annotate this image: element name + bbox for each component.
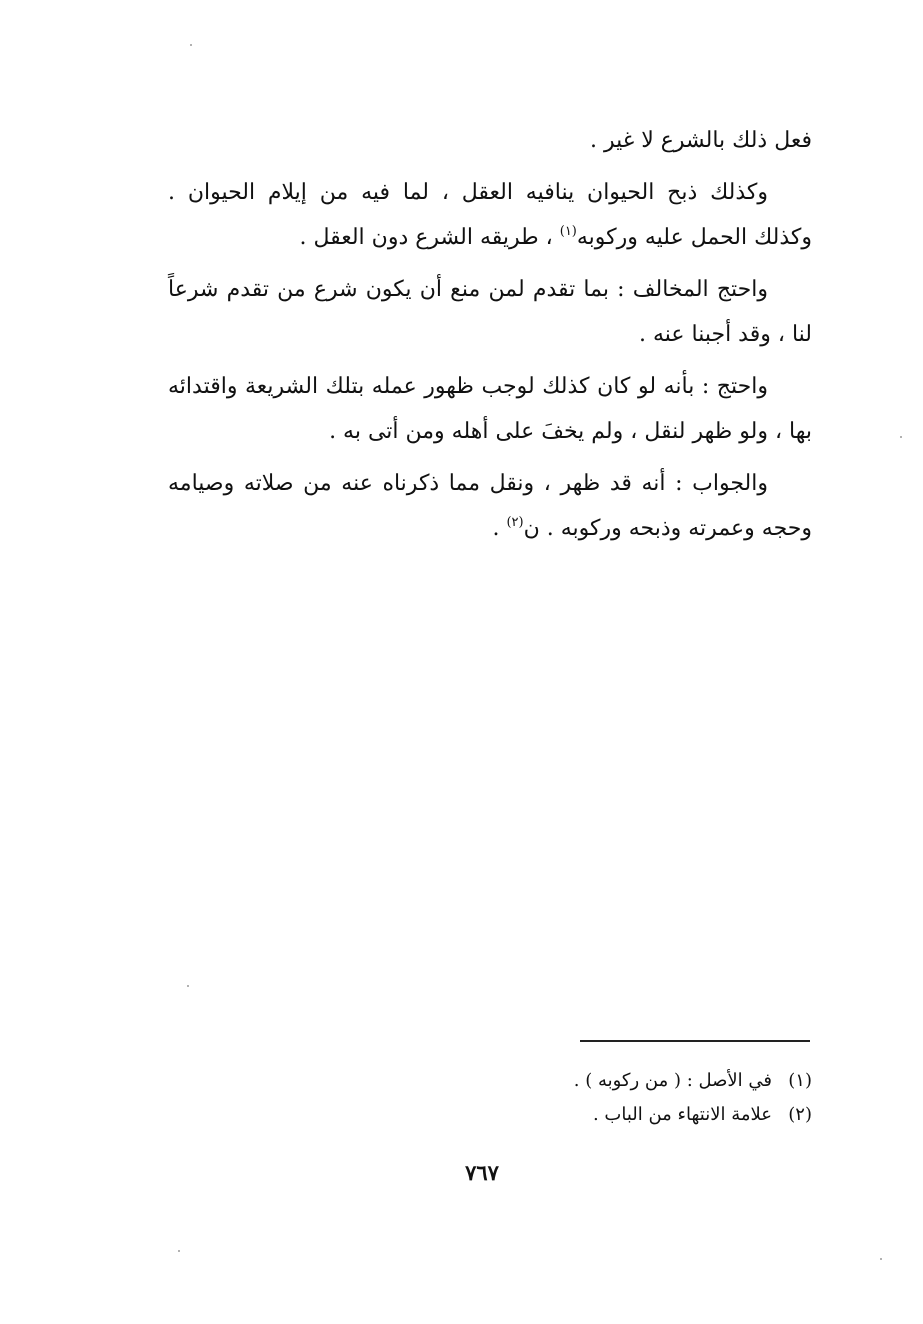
paragraph (168, 461, 812, 551)
scan-speck (178, 1250, 180, 1252)
scan-speck (880, 1258, 882, 1260)
footnotes (430, 1064, 812, 1132)
paragraph-text: واحتج المخالف : بما تقدم لمن منع أن يكون شرع من تقدم شرعاً لنا ، وقد أجبنا عنه . (168, 277, 812, 347)
paragraph-text: . (492, 516, 507, 541)
body-text (168, 118, 812, 558)
paragraph-text: والجواب : أنه قد ظهر ، ونقل مما ذكرناه عنه من صلاته وصيامه وحجه وعمرته وذبحه وركوبه . ن (168, 471, 812, 541)
paragraph-text: واحتج : بأنه لو كان كذلك لوجب ظهور عمله بتلك الشريعة واقتدائه بها ، ولو ظهر لنقل ، ولم يخفَ على أهله ومن أتى به . (168, 374, 812, 444)
paragraph-text: فعل ذلك بالشرع لا غير . (589, 128, 812, 153)
footnote-number: (١) (788, 1070, 812, 1091)
paragraph-text: ، طريقه الشرع دون العقل . (299, 225, 560, 250)
footnote-number: (٢) (788, 1104, 812, 1125)
scan-speck (187, 985, 189, 987)
footnote-text: علامة الانتهاء من الباب . (592, 1104, 772, 1125)
footnote-divider (580, 1040, 810, 1042)
paragraph-text: وكذلك ذبح الحيوان ينافيه العقل ، لما فيه من إيلام الحيوان . وكذلك الحمل عليه وركوبه (168, 180, 812, 250)
paragraph (168, 364, 812, 454)
footnote-item (430, 1064, 812, 1098)
paragraph (168, 170, 812, 260)
page-number: ٧٦٧ (465, 1160, 499, 1185)
footnote-item (430, 1098, 812, 1132)
footnote-text: في الأصل : ( من ركوبه ) . (573, 1070, 772, 1091)
footnote-reference[interactable]: (١) (559, 224, 577, 239)
scan-speck (900, 436, 902, 438)
paragraph (168, 267, 812, 357)
scan-speck (190, 44, 192, 46)
footnote-reference[interactable]: (٢) (506, 515, 524, 530)
paragraph (168, 118, 812, 163)
